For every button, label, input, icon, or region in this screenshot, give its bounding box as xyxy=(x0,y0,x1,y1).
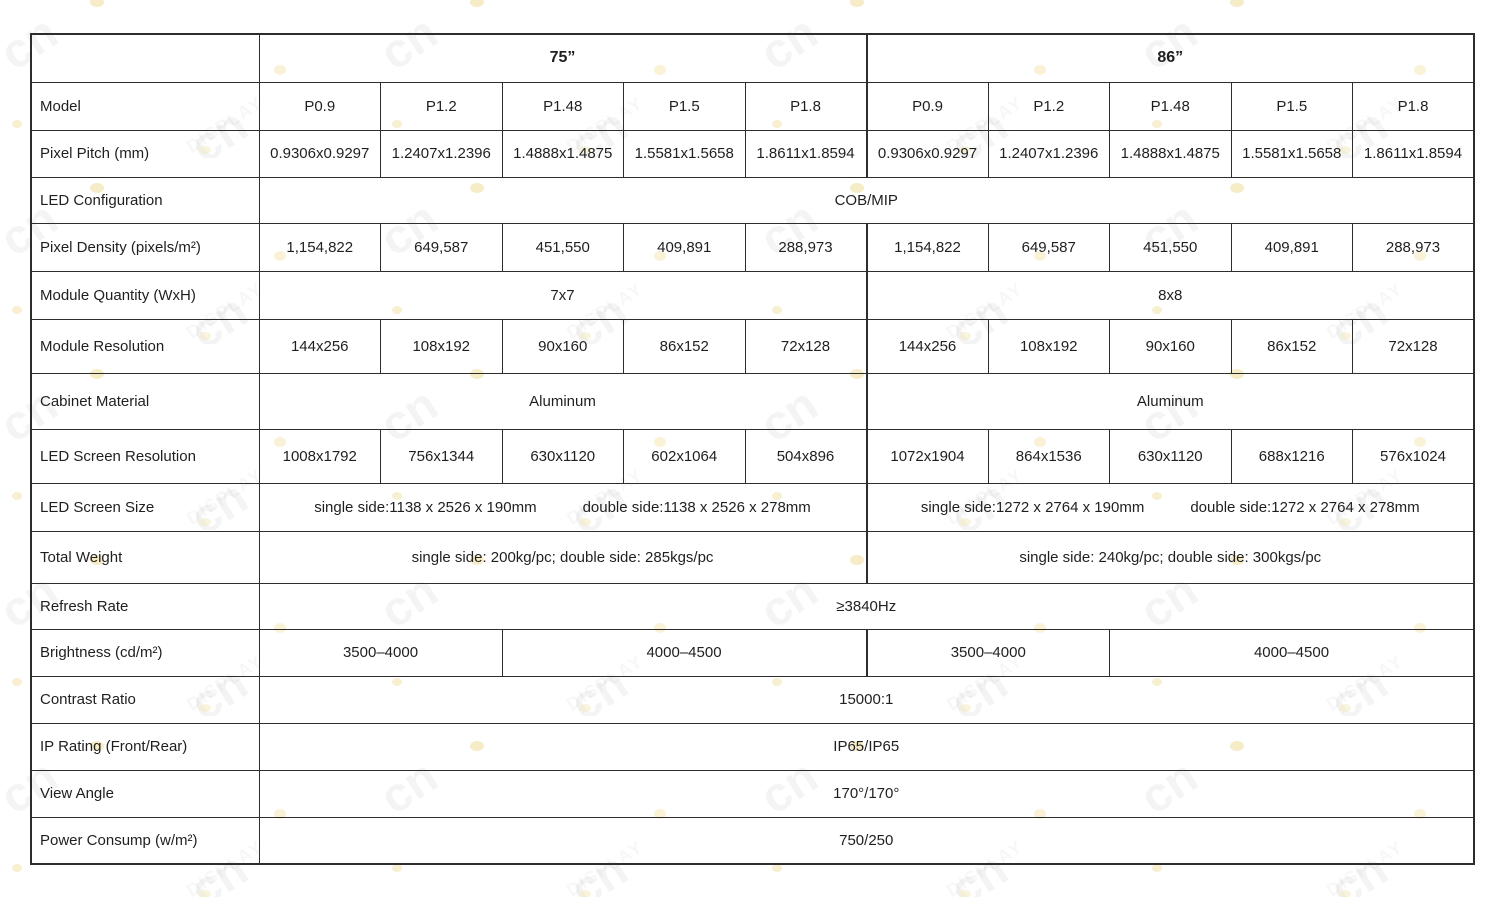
screen-size-75-double: double side:1138 x 2526 x 278mm xyxy=(582,498,811,516)
value-cell: single side: 200kg/pc; double side: 285kgs/pc xyxy=(259,531,867,583)
spec-table xyxy=(30,33,1475,865)
cabinet-material-row xyxy=(31,373,1474,429)
size-group-75: 75” xyxy=(259,34,867,82)
screen-size-row xyxy=(31,483,1474,531)
total-weight-row xyxy=(31,531,1474,583)
contrast-ratio-row xyxy=(31,676,1474,723)
row-label-view-angle: View Angle xyxy=(31,770,259,817)
value-cell: 1,154,822 xyxy=(867,223,989,271)
value-cell: 86x152 xyxy=(624,319,746,373)
value-cell: 288,973 xyxy=(745,223,867,271)
value-cell: 1.2407x1.2396 xyxy=(381,130,503,177)
value-cell: 288,973 xyxy=(1353,223,1475,271)
size-group-86: 86” xyxy=(867,34,1475,82)
value-cell: 72x128 xyxy=(745,319,867,373)
corner-cell xyxy=(31,34,259,82)
value-cell: 1.8611x1.8594 xyxy=(1353,130,1475,177)
ip-rating-row xyxy=(31,723,1474,770)
row-label-screen-size: LED Screen Size xyxy=(31,483,259,531)
value-cell: 409,891 xyxy=(1231,223,1353,271)
brightness-row xyxy=(31,629,1474,676)
value-cell: P0.9 xyxy=(867,82,989,130)
row-label-module-quantity: Module Quantity (WxH) xyxy=(31,271,259,319)
value-cell: 72x128 xyxy=(1353,319,1475,373)
value-cell: 108x192 xyxy=(988,319,1110,373)
value-cell: 649,587 xyxy=(381,223,503,271)
screen-resolution-row xyxy=(31,429,1474,483)
value-cell: 144x256 xyxy=(867,319,989,373)
value-cell: 4000–4500 xyxy=(502,629,867,676)
model-row xyxy=(31,82,1474,130)
value-cell: 3500–4000 xyxy=(259,629,502,676)
value-cell: P1.5 xyxy=(624,82,746,130)
value-cell: 630x1120 xyxy=(1110,429,1232,483)
value-cell: Aluminum xyxy=(259,373,867,429)
row-label-refresh-rate: Refresh Rate xyxy=(31,583,259,629)
row-label-module-resolution: Module Resolution xyxy=(31,319,259,373)
value-cell: 1008x1792 xyxy=(259,429,381,483)
row-label-pixel-pitch: Pixel Pitch (mm) xyxy=(31,130,259,177)
row-label-brightness: Brightness (cd/m²) xyxy=(31,629,259,676)
value-cell: P1.2 xyxy=(988,82,1110,130)
value-cell: 7x7 xyxy=(259,271,867,319)
value-cell xyxy=(867,483,1475,531)
value-cell: ≥3840Hz xyxy=(259,583,1474,629)
value-cell: P1.2 xyxy=(381,82,503,130)
row-label-ip-rating: IP Rating (Front/Rear) xyxy=(31,723,259,770)
value-cell: COB/MIP xyxy=(259,177,1474,223)
value-cell: P1.48 xyxy=(1110,82,1232,130)
value-cell: 864x1536 xyxy=(988,429,1110,483)
value-cell: 1.8611x1.8594 xyxy=(745,130,867,177)
led-config-row xyxy=(31,177,1474,223)
value-cell: 170°/170° xyxy=(259,770,1474,817)
value-cell: 90x160 xyxy=(1110,319,1232,373)
value-cell: 451,550 xyxy=(1110,223,1232,271)
value-cell: 4000–4500 xyxy=(1110,629,1475,676)
value-cell: 1.5581x1.5658 xyxy=(1231,130,1353,177)
pixel-pitch-row xyxy=(31,130,1474,177)
value-cell: 1.2407x1.2396 xyxy=(988,130,1110,177)
row-label-contrast-ratio: Contrast Ratio xyxy=(31,676,259,723)
value-cell: 688x1216 xyxy=(1231,429,1353,483)
value-cell: 0.9306x0.9297 xyxy=(867,130,989,177)
row-label-led-config: LED Configuration xyxy=(31,177,259,223)
value-cell: IP65/IP65 xyxy=(259,723,1474,770)
value-cell: 1.4888x1.4875 xyxy=(1110,130,1232,177)
value-cell: single side: 240kg/pc; double side: 300kgs/pc xyxy=(867,531,1475,583)
value-cell: Aluminum xyxy=(867,373,1475,429)
screen-size-86-single: single side:1272 x 2764 x 190mm xyxy=(920,498,1145,516)
row-label-model: Model xyxy=(31,82,259,130)
row-label-total-weight: Total Weight xyxy=(31,531,259,583)
value-cell: 1.4888x1.4875 xyxy=(502,130,624,177)
value-cell: 90x160 xyxy=(502,319,624,373)
value-cell: 504x896 xyxy=(745,429,867,483)
screen-size-75-single: single side:1138 x 2526 x 190mm xyxy=(314,498,537,516)
value-cell: 451,550 xyxy=(502,223,624,271)
size-header-row xyxy=(31,34,1474,82)
value-cell: 602x1064 xyxy=(624,429,746,483)
pixel-density-row xyxy=(31,223,1474,271)
value-cell: P1.48 xyxy=(502,82,624,130)
value-cell: P0.9 xyxy=(259,82,381,130)
value-cell: 756x1344 xyxy=(381,429,503,483)
value-cell: P1.8 xyxy=(1353,82,1475,130)
row-label-power-consumption: Power Consump (w/m²) xyxy=(31,817,259,864)
power-consumption-row xyxy=(31,817,1474,864)
refresh-rate-row xyxy=(31,583,1474,629)
value-cell xyxy=(259,483,867,531)
value-cell: 750/250 xyxy=(259,817,1474,864)
screen-size-86-double: double side:1272 x 2764 x 278mm xyxy=(1190,498,1420,516)
value-cell: 0.9306x0.9297 xyxy=(259,130,381,177)
module-quantity-row xyxy=(31,271,1474,319)
value-cell: 86x152 xyxy=(1231,319,1353,373)
value-cell: 108x192 xyxy=(381,319,503,373)
value-cell: 409,891 xyxy=(624,223,746,271)
row-label-pixel-density: Pixel Density (pixels/m²) xyxy=(31,223,259,271)
row-label-screen-resolution: LED Screen Resolution xyxy=(31,429,259,483)
value-cell: P1.8 xyxy=(745,82,867,130)
value-cell: 144x256 xyxy=(259,319,381,373)
module-resolution-row xyxy=(31,319,1474,373)
view-angle-row xyxy=(31,770,1474,817)
row-label-cabinet-material: Cabinet Material xyxy=(31,373,259,429)
value-cell: 1,154,822 xyxy=(259,223,381,271)
value-cell: 8x8 xyxy=(867,271,1475,319)
value-cell: 630x1120 xyxy=(502,429,624,483)
value-cell: 1072x1904 xyxy=(867,429,989,483)
value-cell: 3500–4000 xyxy=(867,629,1110,676)
value-cell: 649,587 xyxy=(988,223,1110,271)
value-cell: 15000:1 xyxy=(259,676,1474,723)
value-cell: 576x1024 xyxy=(1353,429,1475,483)
value-cell: P1.5 xyxy=(1231,82,1353,130)
value-cell: 1.5581x1.5658 xyxy=(624,130,746,177)
